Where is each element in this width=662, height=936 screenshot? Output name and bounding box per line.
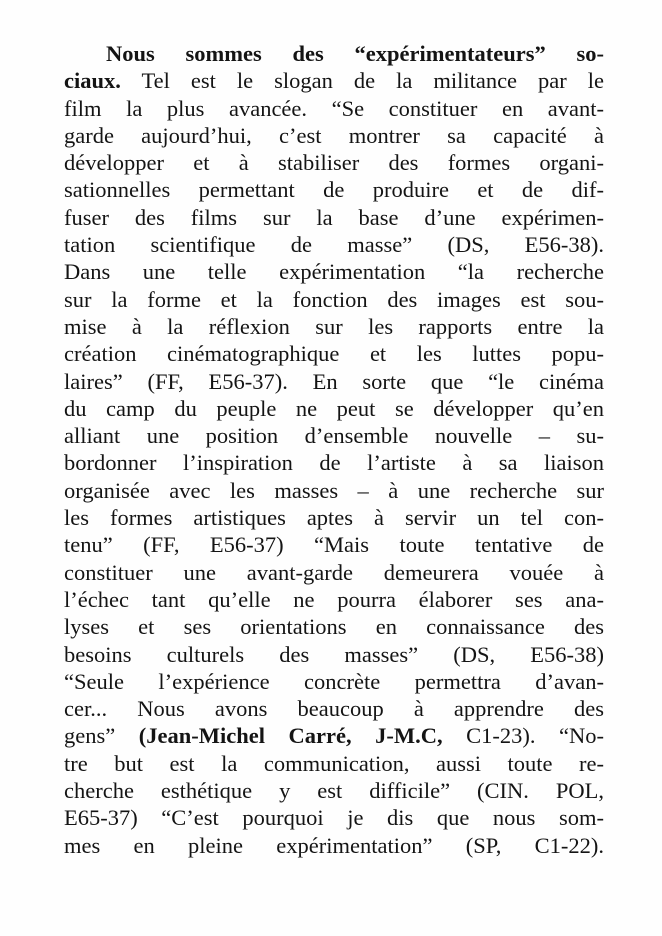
text-line bbox=[64, 368, 604, 395]
text-line bbox=[64, 340, 604, 367]
text-line bbox=[64, 122, 604, 149]
text-run: garde aujourd’hui, c’est montrer sa capacité à bbox=[64, 122, 604, 148]
text-line bbox=[64, 531, 604, 558]
text-line bbox=[64, 258, 604, 285]
text-line bbox=[64, 722, 604, 749]
text-run: lyses et ses orientations en connaissance des bbox=[64, 614, 604, 640]
text-run: sationnelles permettant de produire et de dif- bbox=[64, 177, 604, 203]
text-run: développer et à stabiliser des formes organi- bbox=[64, 150, 604, 176]
text-run: les formes artistiques aptes à servir un tel con- bbox=[64, 505, 604, 531]
text-run: tenu” (FF, E56-37) “Mais toute tentative de bbox=[64, 532, 604, 558]
text-run: du camp du peuple ne peut se développer qu’en bbox=[64, 395, 604, 421]
text-line bbox=[64, 832, 604, 859]
text-line bbox=[64, 204, 604, 231]
text-line bbox=[64, 504, 604, 531]
text-run: “Seule l’expérience concrète permettra d’avan- bbox=[64, 668, 604, 694]
text-line bbox=[64, 613, 604, 640]
text-run: cherche esthétique y est difficile” (CIN. POL, bbox=[64, 778, 604, 804]
text-line bbox=[64, 477, 604, 504]
text-line bbox=[64, 750, 604, 777]
text-line bbox=[64, 149, 604, 176]
text-run: C1-23). “No- bbox=[466, 723, 604, 749]
text-line bbox=[64, 40, 604, 67]
text-run: laires” (FF, E56-37). En sorte que “le cinéma bbox=[64, 368, 604, 394]
text-run: bordonner l’inspiration de l’artiste à sa liaison bbox=[64, 450, 604, 476]
text-run: film la plus avancée. “Se constituer en avant- bbox=[64, 95, 604, 121]
bold-text: Nous sommes des “expérimentateurs” so- bbox=[106, 41, 604, 66]
text-run: fuser des films sur la base d’une expérimen- bbox=[64, 204, 604, 230]
text-line bbox=[64, 176, 604, 203]
text-line bbox=[64, 422, 604, 449]
text-line bbox=[64, 67, 604, 94]
text-run: tre but est la communication, aussi toute re- bbox=[64, 750, 604, 776]
text-line bbox=[64, 804, 604, 831]
text-run: gens” bbox=[64, 723, 139, 749]
text-run: cer... Nous avons beaucoup à apprendre des bbox=[64, 696, 604, 722]
text-run: Dans une telle expérimentation “la recherche bbox=[64, 259, 604, 285]
text-run: mes en pleine expérimentation” (SP, C1-22). bbox=[64, 832, 604, 858]
bold-text: (Jean-Michel Carré, J-M.C, bbox=[138, 723, 467, 749]
text-line bbox=[64, 668, 604, 695]
text-column bbox=[64, 40, 604, 859]
text-line bbox=[64, 777, 604, 804]
text-line bbox=[64, 286, 604, 313]
text-run: tation scientifique de masse” (DS, E56-38). bbox=[64, 232, 604, 258]
bold-text: ciaux. bbox=[64, 68, 121, 94]
text-line bbox=[64, 231, 604, 258]
text-run: besoins culturels des masses” (DS, E56-38) bbox=[64, 641, 604, 667]
text-line bbox=[64, 695, 604, 722]
text-line bbox=[64, 586, 604, 613]
text-run: E65-37) “C’est pourquoi je dis que nous som- bbox=[64, 805, 604, 831]
text-line bbox=[64, 313, 604, 340]
text-line bbox=[64, 395, 604, 422]
text-line bbox=[64, 641, 604, 668]
text-line bbox=[64, 95, 604, 122]
text-run: alliant une position d’ensemble nouvelle – su- bbox=[64, 423, 604, 449]
text-run: organisée avec les masses – à une recherche sur bbox=[64, 477, 604, 503]
text-run: l’échec tant qu’elle ne pourra élaborer ses ana- bbox=[64, 586, 604, 612]
text-run: mise à la réflexion sur les rapports entre la bbox=[64, 313, 604, 339]
text-run: sur la forme et la fonction des images est sou- bbox=[64, 286, 604, 312]
text-line bbox=[64, 449, 604, 476]
text-run: constituer une avant-garde demeurera vouée à bbox=[64, 559, 604, 585]
text-run: Tel est le slogan de la militance par le bbox=[120, 68, 604, 94]
text-run: création cinématographique et les luttes popu- bbox=[64, 341, 604, 367]
text-line bbox=[64, 559, 604, 586]
